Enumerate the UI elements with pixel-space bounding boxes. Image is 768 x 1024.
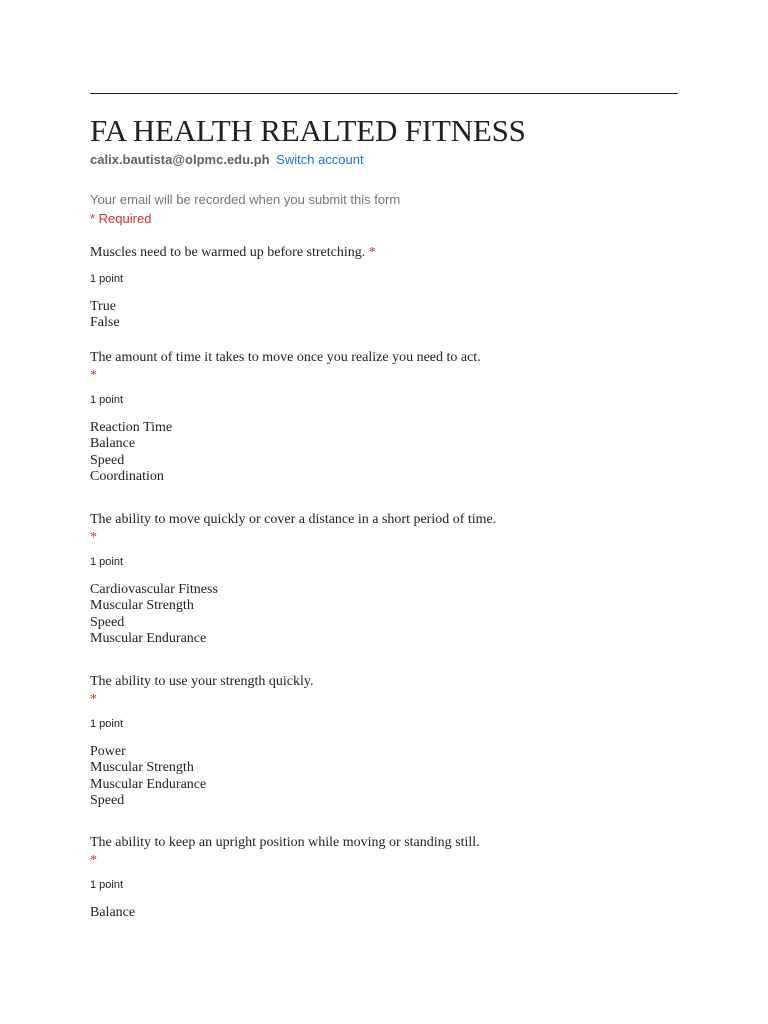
option-power[interactable]: Power [90,744,126,759]
account-email: calix.bautista@olpmc.edu.ph [90,152,270,167]
question-1 [90,244,678,332]
option-speed[interactable]: Speed [90,614,125,630]
required-note: * Required [90,211,152,226]
option-list [90,744,678,809]
question-text: The ability to use your strength quickly. [90,674,314,689]
question-text: The ability to keep an upright position while moving or standing still. [90,835,480,850]
option-muscular-strength[interactable]: Muscular Strength [90,760,194,776]
option-list [90,299,678,332]
option-true[interactable]: True [90,299,116,314]
required-asterisk: * [90,530,97,545]
account-line [90,151,364,168]
question-2 [90,349,678,485]
required-asterisk: * [90,692,97,707]
option-false[interactable]: False [90,315,120,331]
option-muscular-endurance[interactable]: Muscular Endurance [90,776,207,792]
option-speed[interactable]: Speed [90,792,125,808]
option-muscular-endurance[interactable]: Muscular Endurance [90,630,207,646]
option-cardiovascular-fitness[interactable]: Cardiovascular Fitness [90,582,218,597]
question-text: The ability to move quickly or cover a distance in a short period of time. [90,512,497,527]
form-title: FA HEALTH REALTED FITNESS [90,113,526,148]
question-points: 1 point [90,273,124,285]
option-reaction-time[interactable]: Reaction Time [90,420,173,435]
email-recorded-note: Your email will be recorded when you submit this form [90,192,401,207]
option-muscular-strength[interactable]: Muscular Strength [90,598,194,614]
top-divider [90,93,678,94]
question-5 [90,834,678,921]
required-asterisk: * [90,368,97,383]
question-text [90,244,678,262]
question-3 [90,511,678,647]
question-label: Muscles need to be warmed up before stretching. [90,245,366,260]
option-coordination[interactable]: Coordination [90,468,164,484]
question-4 [90,673,678,809]
switch-account-link[interactable]: Switch account [276,152,364,167]
option-list [90,905,678,921]
option-list [90,582,678,647]
required-asterisk: * [368,245,376,260]
question-points: 1 point [90,556,124,568]
question-points: 1 point [90,394,124,406]
question-text: The amount of time it takes to move once you realize you need to act. [90,350,481,365]
option-balance[interactable]: Balance [90,905,136,920]
option-list [90,420,678,485]
option-balance[interactable]: Balance [90,436,136,452]
option-speed[interactable]: Speed [90,452,125,468]
question-points: 1 point [90,879,124,891]
required-asterisk: * [90,853,97,868]
question-points: 1 point [90,718,124,730]
